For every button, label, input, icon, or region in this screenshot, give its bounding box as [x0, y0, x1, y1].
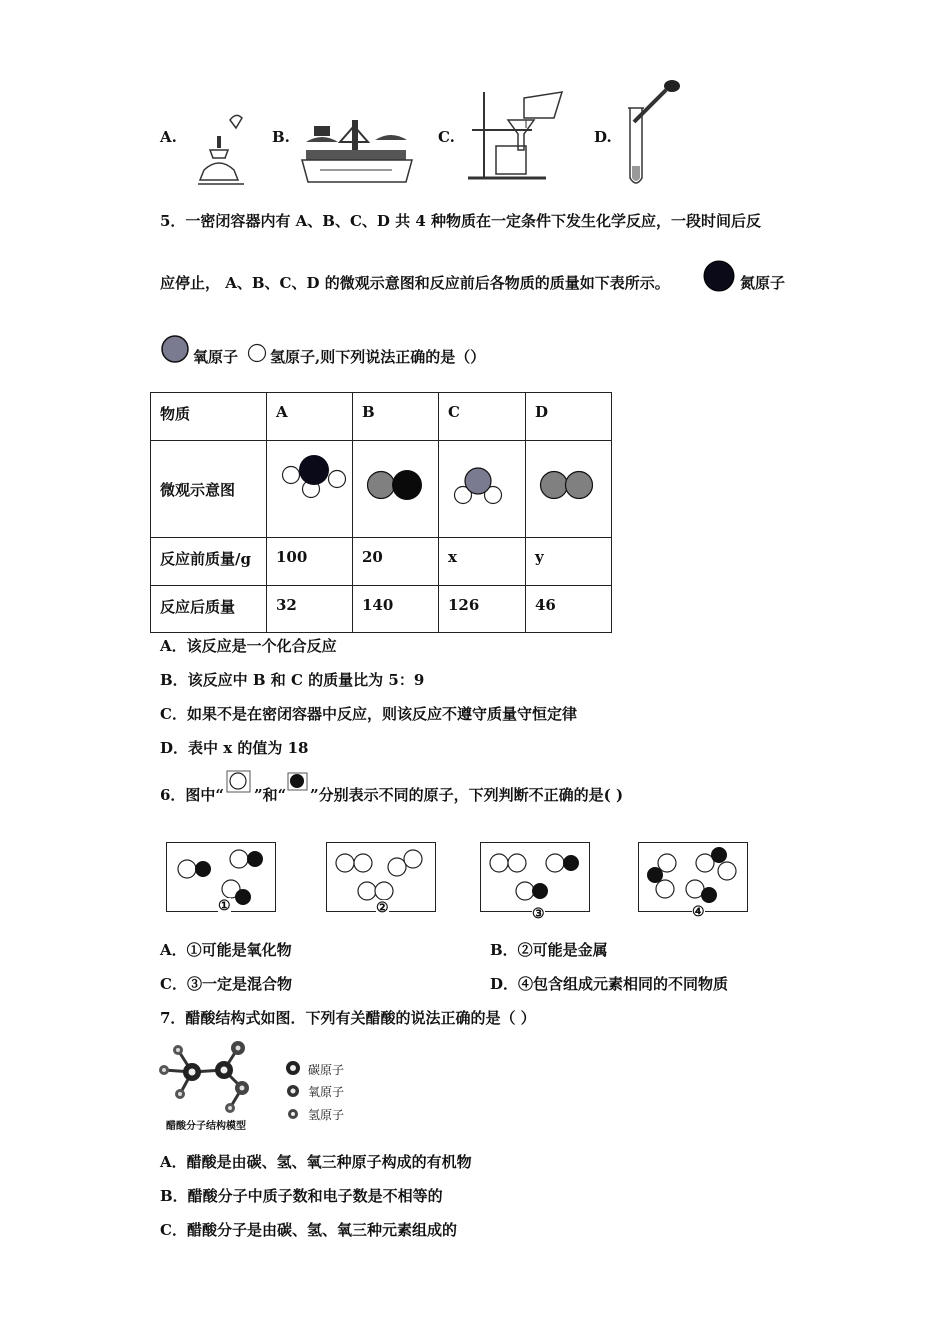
- table-row-after: [151, 586, 612, 633]
- table-cell: x: [439, 538, 526, 586]
- box-label-3: ③: [532, 906, 545, 922]
- hydrogen-atom-legend-label: 氢原子: [308, 1108, 345, 1122]
- molecule-c-h2o-image: [445, 455, 529, 525]
- oxygen-atom-legend-icon: [284, 1083, 304, 1099]
- mass-data-table: [150, 392, 612, 633]
- q5-option-a: A．该反应是一个化合反应: [160, 637, 337, 655]
- particle-box-3-image: [481, 843, 589, 911]
- q5-stem-line1: 5．一密闭容器内有 A、B、C、D 共 4 种物质在一定条件下发生化学反应，一段时间后反: [160, 212, 762, 230]
- balance-scale-image: [300, 118, 415, 186]
- acetic-acid-model-image: [158, 1040, 270, 1118]
- white-atom-legend-icon: [226, 770, 252, 794]
- hydrogen-atom-label: 氢原子,则下列说法正确的是（）: [270, 348, 486, 366]
- molecule-d-o2-image: [532, 455, 616, 525]
- carbon-atom-legend-icon: [284, 1060, 304, 1076]
- table-header-cell: B: [353, 393, 439, 441]
- table-cell: 反应后质量: [151, 586, 267, 633]
- test-tube-dropper-image: [622, 78, 686, 190]
- table-header-cell: D: [526, 393, 612, 441]
- model-caption: 醋酸分子结构模型: [166, 1121, 246, 1132]
- q6-option-b: B．②可能是金属: [490, 941, 608, 959]
- molecule-b-cell: [353, 441, 439, 538]
- table-cell: 46: [526, 586, 612, 633]
- box-label-2: ②: [376, 900, 389, 916]
- q7-option-b: B．醋酸分子中质子数和电子数是不相等的: [160, 1187, 443, 1205]
- q7-stem: 7．醋酸结构式如图．下列有关醋酸的说法正确的是（ ）: [160, 1009, 536, 1027]
- hydrogen-atom-legend-icon: [284, 1106, 304, 1122]
- q6-option-d: D．④包含组成元素相同的不同物质: [490, 975, 729, 993]
- q6-option-c: C．③一定是混合物: [160, 975, 292, 993]
- particle-box-4-image: [639, 843, 747, 911]
- molecule-a-nh3-image: [273, 447, 357, 517]
- q7-option-a: A．醋酸是由碳、氢、氧三种原子构成的有机物: [160, 1153, 472, 1171]
- table-cell: 20: [353, 538, 439, 586]
- molecule-a-cell: [267, 441, 353, 538]
- table-header-row: [151, 393, 612, 441]
- table-cell: 126: [439, 586, 526, 633]
- q4-option-d-label: D.: [594, 128, 612, 146]
- table-row-before: [151, 538, 612, 586]
- table-row-label: 微观示意图: [151, 441, 267, 538]
- nitrogen-atom-label: 氮原子: [740, 274, 786, 292]
- q4-option-a-label: A.: [160, 128, 177, 146]
- q6-stem-prefix: 6．图中“: [160, 786, 225, 804]
- filtration-setup-image: [462, 84, 574, 184]
- box-label-1: ①: [218, 898, 231, 914]
- q5-option-c: C．如果不是在密闭容器中反应，则该反应不遵守质量守恒定律: [160, 705, 577, 723]
- q6-stem-suffix: ”分别表示不同的原子，下列判断不正确的是( ): [310, 786, 624, 804]
- black-atom-legend-icon: [287, 772, 309, 792]
- q5-stem-line2: 应停止， A、B、C、D 的微观示意图和反应前后各物质的质量如下表所示。: [160, 274, 670, 292]
- q6-option-a: A．①可能是氧化物: [160, 941, 292, 959]
- q7-option-c: C．醋酸分子是由碳、氢、氧三种元素组成的: [160, 1221, 457, 1239]
- q6-stem-middle: ”和“: [254, 786, 287, 804]
- table-cell: y: [526, 538, 612, 586]
- alcohol-lamp-image: [190, 108, 250, 188]
- q5-option-b: B．该反应中 B 和 C 的质量比为 5：9: [160, 671, 425, 689]
- box-label-4: ④: [692, 904, 705, 920]
- molecule-c-cell: [439, 441, 526, 538]
- q4-option-b-label: B.: [272, 128, 290, 146]
- particle-box-3: [480, 842, 590, 912]
- particle-box-4: [638, 842, 748, 912]
- hydrogen-atom-icon: [246, 342, 268, 364]
- table-header-cell: C: [439, 393, 526, 441]
- oxygen-atom-label: 氧原子: [193, 348, 239, 366]
- table-cell: 32: [267, 586, 353, 633]
- carbon-atom-label: 碳原子: [308, 1063, 345, 1077]
- table-header-cell: 物质: [151, 393, 267, 441]
- table-cell: 反应前质量/g: [151, 538, 267, 586]
- table-cell: 100: [267, 538, 353, 586]
- oxygen-atom-icon: [160, 334, 192, 366]
- oxygen-atom-legend-label: 氧原子: [308, 1085, 345, 1099]
- molecule-d-cell: [526, 441, 612, 538]
- table-row-diagram: [151, 441, 612, 538]
- molecule-b-no-image: [359, 455, 443, 525]
- q4-option-c-label: C.: [438, 128, 455, 146]
- nitrogen-atom-icon: [702, 260, 738, 294]
- table-header-cell: A: [267, 393, 353, 441]
- table-cell: 140: [353, 586, 439, 633]
- q5-option-d: D．表中 x 的值为 18: [160, 739, 309, 757]
